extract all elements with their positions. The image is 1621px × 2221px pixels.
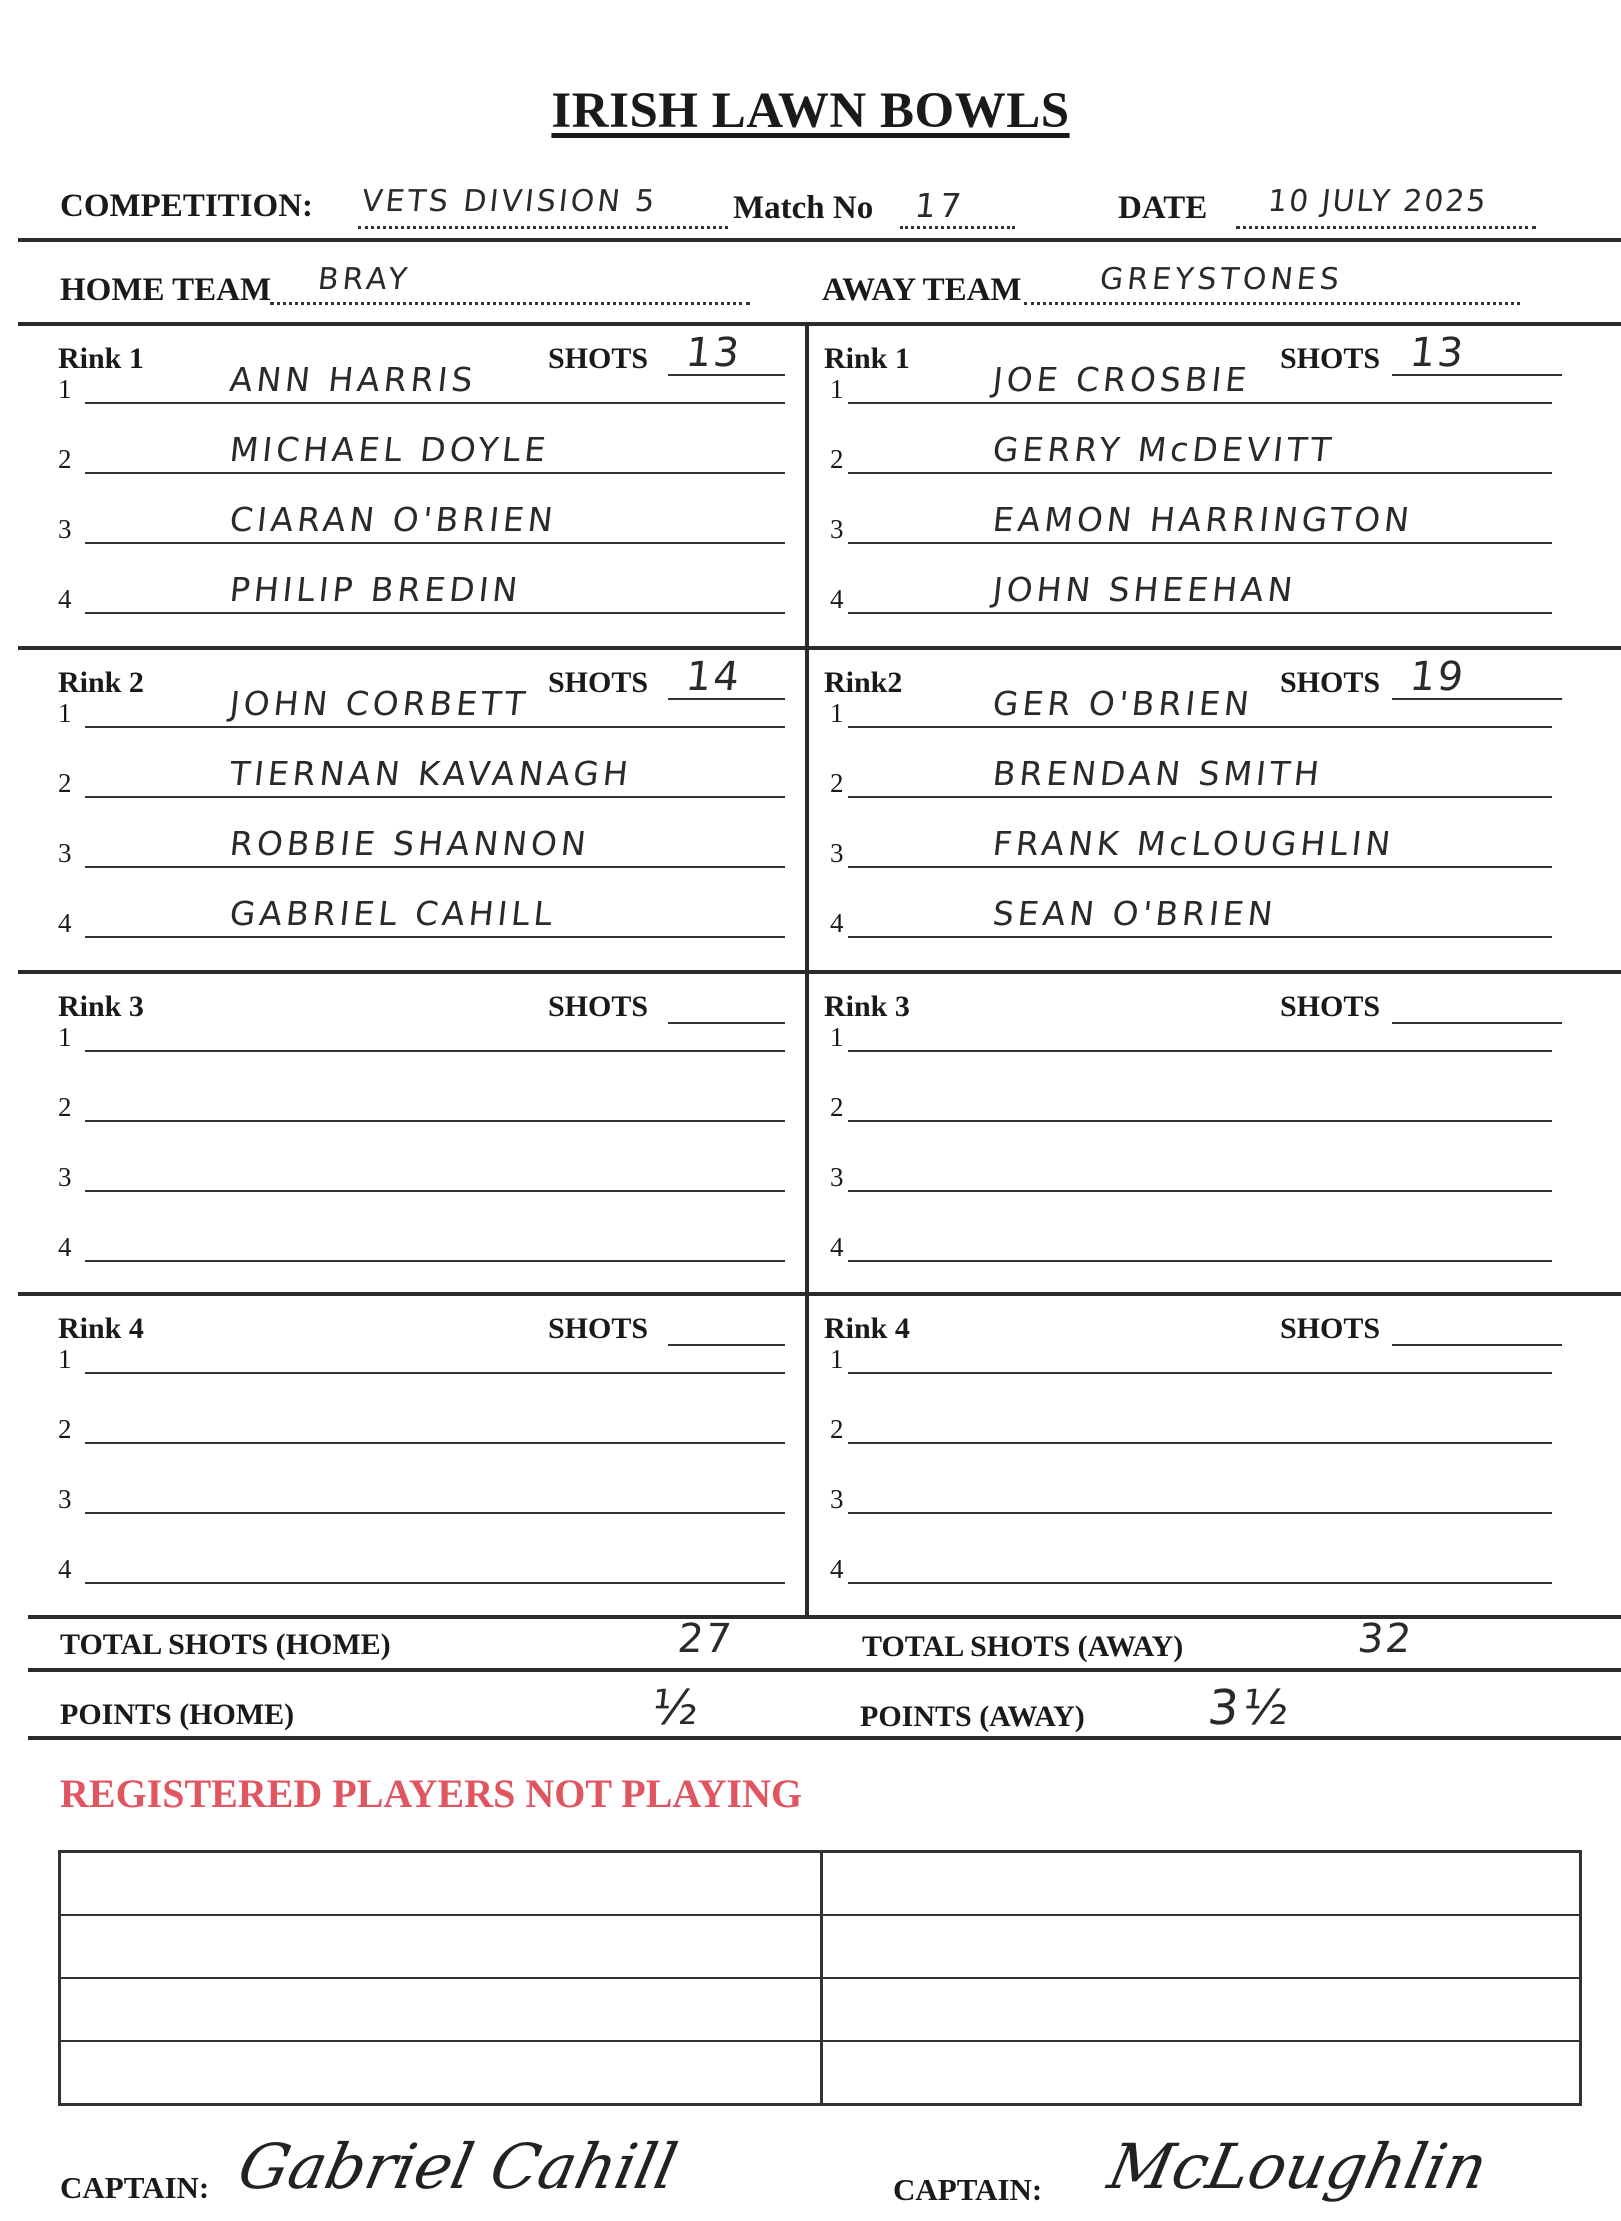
- home-rink-3-row-3-number: 3: [58, 1162, 72, 1192]
- divider-top: [18, 238, 1621, 242]
- away-rink-3-row-4-number: 4: [830, 1232, 844, 1262]
- away-rink-1-row-2-number: 2: [830, 444, 844, 474]
- away-rink-4-row-2-line: [848, 1442, 1552, 1444]
- home-rink-3-shots-label: SHOTS: [548, 990, 649, 1023]
- rink-divider: [18, 1292, 1621, 1296]
- home-rink-1-row-2-number: 2: [58, 444, 72, 474]
- away-rink-1-shots-label: SHOTS: [1280, 342, 1381, 375]
- home-rink-2-player-1[interactable]: JOHN CORBETT: [227, 684, 531, 723]
- away-rink-2-shots-value[interactable]: 19: [1407, 654, 1468, 700]
- home-rink-4-row-2-number: 2: [58, 1414, 72, 1444]
- away-rink-4-row-1-number: 1: [830, 1344, 844, 1374]
- home-rink-3-label: Rink 3: [58, 990, 144, 1023]
- away-rink-4-row-3-line: [848, 1512, 1552, 1514]
- away-rink-1-player-4[interactable]: JOHN SHEEHAN: [990, 570, 1299, 609]
- away-rink-4-row-4-line: [848, 1582, 1552, 1584]
- rink-divider: [18, 970, 1621, 974]
- home-rink-1-shots-value[interactable]: 13: [683, 330, 744, 376]
- captain-away-label: CAPTAIN:: [893, 2172, 1043, 2207]
- home-rink-4-row-3-number: 3: [58, 1484, 72, 1514]
- home-rink-4-row-2-line: [85, 1442, 785, 1444]
- away-rink-1-shots-value[interactable]: 13: [1407, 330, 1468, 376]
- home-rink-3-row-1-number: 1: [58, 1022, 72, 1052]
- away-rink-2-row-1-line: [848, 726, 1552, 728]
- registered-row-2: [61, 1977, 1579, 1979]
- home-rink-1-row-1-number: 1: [58, 374, 72, 404]
- away-rink-2-row-4-line: [848, 936, 1552, 938]
- away-rink-2-player-4[interactable]: SEAN O'BRIEN: [990, 894, 1279, 933]
- date-label: DATE: [1118, 190, 1208, 226]
- home-rink-4-label: Rink 4: [58, 1312, 144, 1345]
- away-rink-2-player-1[interactable]: GER O'BRIEN: [990, 684, 1255, 723]
- away-team-label: AWAY TEAM: [822, 272, 1022, 308]
- home-rink-4-row-3-line: [85, 1512, 785, 1514]
- away-rink-4-row-1-line: [848, 1372, 1552, 1374]
- home-rink-3-row-2-number: 2: [58, 1092, 72, 1122]
- home-rink-2-shots-label: SHOTS: [548, 666, 649, 699]
- home-rink-3-row-3-line: [85, 1190, 785, 1192]
- away-rink-1-row-1-number: 1: [830, 374, 844, 404]
- home-rink-1-shots-label: SHOTS: [548, 342, 649, 375]
- away-team-value[interactable]: GREYSTONES: [1098, 262, 1345, 297]
- total-away-value[interactable]: 32: [1355, 1616, 1416, 1662]
- away-rink-2-row-4-number: 4: [830, 908, 844, 938]
- total-home-label: TOTAL SHOTS (HOME): [60, 1628, 391, 1661]
- away-rink-1-row-4-line: [848, 612, 1552, 614]
- away-rink-1-player-1[interactable]: JOE CROSBIE: [990, 360, 1253, 399]
- away-rink-3-shots-label: SHOTS: [1280, 990, 1381, 1023]
- home-rink-4-row-1-number: 1: [58, 1344, 72, 1374]
- points-away-value[interactable]: 3½: [1205, 1680, 1297, 1736]
- away-rink-4-label: Rink 4: [824, 1312, 910, 1345]
- total-away-label: TOTAL SHOTS (AWAY): [862, 1630, 1184, 1663]
- divider-totals-bottom: [28, 1736, 1621, 1740]
- competition-value[interactable]: VETS DIVISION 5: [360, 184, 660, 219]
- home-team-label: HOME TEAM: [60, 272, 272, 308]
- home-rink-4-row-4-line: [85, 1582, 785, 1584]
- home-rink-2-player-3[interactable]: ROBBIE SHANNON: [227, 824, 592, 863]
- home-rink-2-row-2-line: [85, 796, 785, 798]
- away-rink-3-row-2-line: [848, 1120, 1552, 1122]
- date-value[interactable]: 10 JULY 2025: [1266, 184, 1490, 219]
- home-rink-2-row-3-number: 3: [58, 838, 72, 868]
- points-home-label: POINTS (HOME): [60, 1698, 295, 1731]
- away-rink-2-row-3-number: 3: [830, 838, 844, 868]
- home-rink-3-row-1-line: [85, 1050, 785, 1052]
- home-rink-2-shots-value[interactable]: 14: [683, 654, 744, 700]
- center-divider: [805, 322, 809, 1618]
- home-rink-2-row-4-line: [85, 936, 785, 938]
- away-rink-4-shots-line: [1392, 1344, 1562, 1346]
- home-rink-3-row-2-line: [85, 1120, 785, 1122]
- registered-heading: REGISTERED PLAYERS NOT PLAYING: [60, 1771, 803, 1816]
- home-rink-1-player-3[interactable]: CIARAN O'BRIEN: [227, 500, 559, 539]
- home-rink-1-row-4-line: [85, 612, 785, 614]
- away-rink-1-row-1-line: [848, 402, 1552, 404]
- away-rink-2-row-2-number: 2: [830, 768, 844, 798]
- home-rink-4-shots-line: [668, 1344, 785, 1346]
- rink-divider: [18, 322, 1621, 326]
- home-rink-1-row-3-number: 3: [58, 514, 72, 544]
- home-rink-1-player-1[interactable]: ANN HARRIS: [227, 360, 479, 399]
- away-rink-2-label: Rink2: [824, 666, 903, 699]
- away-rink-4-shots-label: SHOTS: [1280, 1312, 1381, 1345]
- match-label: Match No: [733, 190, 874, 226]
- home-rink-1-player-4[interactable]: PHILIP BREDIN: [227, 570, 524, 609]
- home-rink-2-player-4[interactable]: GABRIEL CAHILL: [227, 894, 559, 933]
- home-rink-2-row-4-number: 4: [58, 908, 72, 938]
- home-rink-3-row-4-line: [85, 1260, 785, 1262]
- home-rink-4-row-1-line: [85, 1372, 785, 1374]
- registered-table: [58, 1850, 1582, 2106]
- away-rink-3-label: Rink 3: [824, 990, 910, 1023]
- away-rink-3-row-4-line: [848, 1260, 1552, 1262]
- home-rink-2-label: Rink 2: [58, 666, 144, 699]
- home-rink-1-label: Rink 1: [58, 342, 144, 375]
- home-rink-2-row-3-line: [85, 866, 785, 868]
- away-rink-1-row-3-line: [848, 542, 1552, 544]
- home-rink-2-player-2[interactable]: TIERNAN KAVANAGH: [227, 754, 634, 793]
- match-value[interactable]: 17: [912, 186, 968, 225]
- away-rink-1-row-3-number: 3: [830, 514, 844, 544]
- home-rink-3-shots-line: [668, 1022, 785, 1024]
- captain-home-label: CAPTAIN:: [60, 2170, 210, 2205]
- home-rink-1-row-1-line: [85, 402, 785, 404]
- captain-away-signature[interactable]: McLoughlin: [1102, 2130, 1494, 2203]
- registered-row-1: [61, 1914, 1579, 1916]
- home-rink-4-row-4-number: 4: [58, 1554, 72, 1584]
- away-rink-1-row-2-line: [848, 472, 1552, 474]
- away-rink-2-row-3-line: [848, 866, 1552, 868]
- away-rink-3-shots-line: [1392, 1022, 1562, 1024]
- home-rink-2-row-1-number: 1: [58, 698, 72, 728]
- total-home-value[interactable]: 27: [675, 1616, 736, 1662]
- away-rink-2-shots-label: SHOTS: [1280, 666, 1381, 699]
- captain-home-signature[interactable]: Gabriel Cahill: [232, 2130, 684, 2203]
- away-rink-1-row-4-number: 4: [830, 584, 844, 614]
- competition-label: COMPETITION:: [60, 188, 314, 224]
- home-rink-4-shots-label: SHOTS: [548, 1312, 649, 1345]
- rink-divider: [18, 646, 1621, 650]
- away-rink-3-row-3-number: 3: [830, 1162, 844, 1192]
- away-rink-3-row-1-line: [848, 1050, 1552, 1052]
- away-rink-2-player-2[interactable]: BRENDAN SMITH: [990, 754, 1325, 793]
- away-rink-1-label: Rink 1: [824, 342, 910, 375]
- home-team-value[interactable]: BRAY: [316, 262, 413, 297]
- divider-totals-mid: [28, 1668, 1621, 1672]
- away-rink-3-row-1-number: 1: [830, 1022, 844, 1052]
- points-home-value[interactable]: ½: [649, 1680, 706, 1736]
- home-rink-1-row-3-line: [85, 542, 785, 544]
- away-rink-3-row-2-number: 2: [830, 1092, 844, 1122]
- home-rink-1-row-4-number: 4: [58, 584, 72, 614]
- away-rink-4-row-2-number: 2: [830, 1414, 844, 1444]
- home-rink-1-player-2[interactable]: MICHAEL DOYLE: [227, 430, 552, 469]
- away-rink-1-player-3[interactable]: EAMON HARRINGTON: [990, 500, 1415, 539]
- points-away-label: POINTS (AWAY): [860, 1700, 1085, 1733]
- away-rink-1-player-2[interactable]: GERRY McDEVITT: [990, 430, 1337, 469]
- sheet-title: IRISH LAWN BOWLS: [551, 83, 1070, 139]
- away-rink-2-row-2-line: [848, 796, 1552, 798]
- away-rink-4-row-4-number: 4: [830, 1554, 844, 1584]
- home-rink-2-row-1-line: [85, 726, 785, 728]
- home-rink-1-row-2-line: [85, 472, 785, 474]
- away-rink-2-player-3[interactable]: FRANK McLOUGHLIN: [990, 824, 1397, 863]
- home-rink-2-row-2-number: 2: [58, 768, 72, 798]
- away-rink-4-row-3-number: 3: [830, 1484, 844, 1514]
- registered-row-3: [61, 2040, 1579, 2042]
- away-rink-2-row-1-number: 1: [830, 698, 844, 728]
- home-rink-3-row-4-number: 4: [58, 1232, 72, 1262]
- away-rink-3-row-3-line: [848, 1190, 1552, 1192]
